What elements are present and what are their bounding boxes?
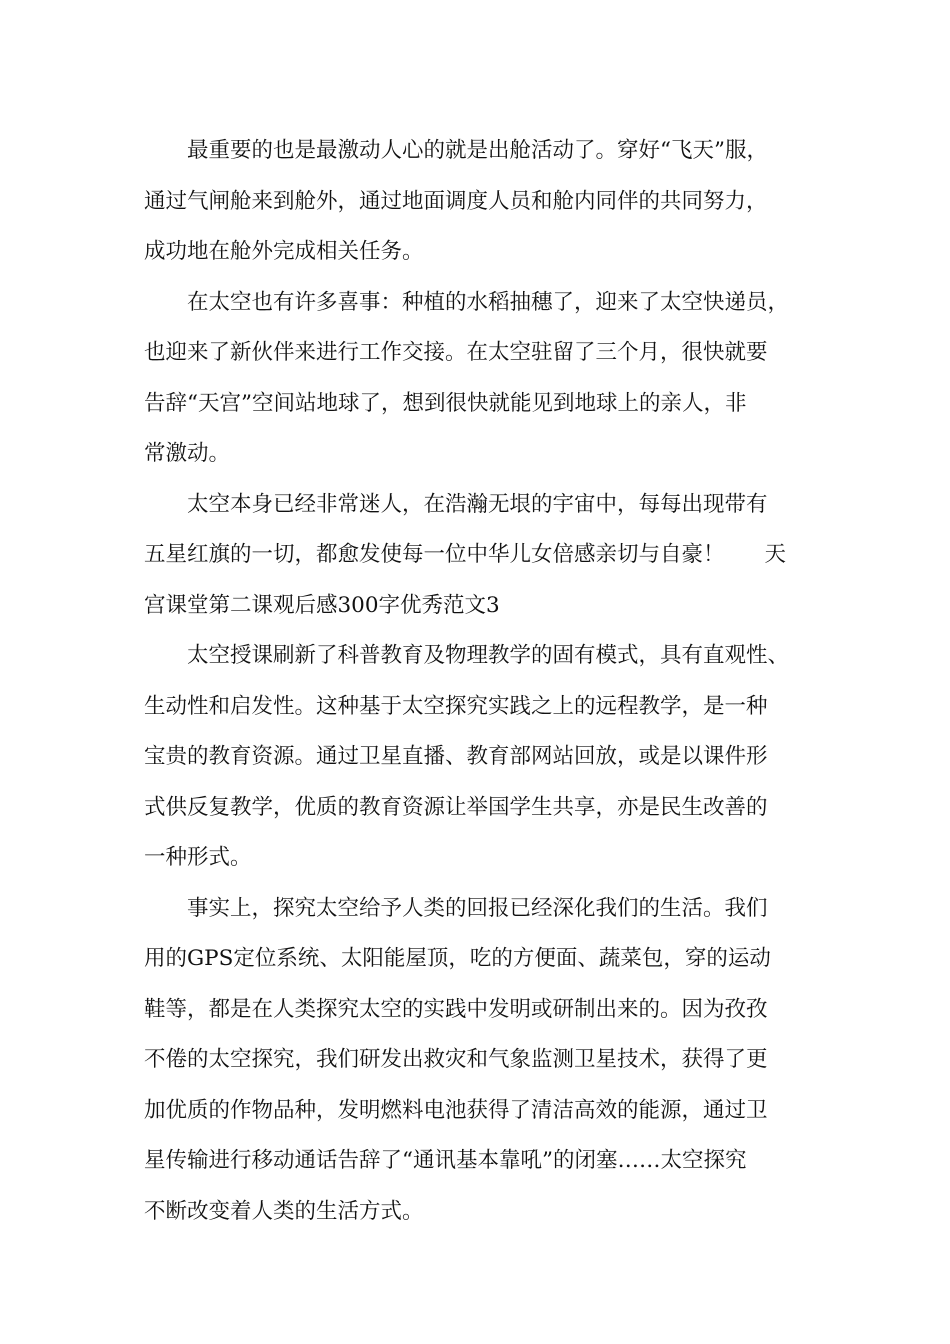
line-text: 事实上，探究太空给予人类的回报已经深化我们的生活。我们 <box>187 895 768 921</box>
line-text: 太空本身已经非常迷人，在浩瀚无垠的宇宙中，每每出现带有 <box>187 491 768 517</box>
text-line <box>144 1041 824 1092</box>
text-line <box>144 132 824 183</box>
line-text: 告辞“天宫”空间站地球了，想到很快就能见到地球上的亲人，非 <box>144 390 747 416</box>
text-line <box>144 738 824 789</box>
line-text: 也迎来了新伙伴来进行工作交接。在太空驻留了三个月，很快就要 <box>144 340 768 365</box>
line-text: 生动性和启发性。这种基于太空探究实践之上的远程教学，是一种 <box>144 693 768 719</box>
text-line <box>144 637 824 688</box>
text-line <box>144 587 824 638</box>
text-line <box>144 486 824 537</box>
text-line <box>144 1092 824 1143</box>
text-line <box>144 233 824 284</box>
text-line <box>144 890 824 941</box>
line-text: 一种形式。 <box>144 845 252 870</box>
line-text: 用的GPS定位系统、太阳能屋顶，吃的方便面、蔬菜包，穿的运动 <box>144 946 771 971</box>
line-text: 在太空也有许多喜事：种植的水稻抽穗了，迎来了太空快递员， <box>187 289 790 315</box>
text-line <box>144 334 824 385</box>
line-text: 最重要的也是最激动人心的就是出舱活动了。穿好“飞天”服， <box>187 138 768 163</box>
text-line <box>144 1142 824 1193</box>
text-line <box>144 435 824 486</box>
line-text: 星传输进行移动通话告辞了“通讯基本靠吼”的闭塞……太空探究 <box>144 1148 747 1173</box>
document-body <box>144 132 824 1243</box>
text-line <box>144 536 824 587</box>
line-text: 不倦的太空探究，我们研发出救灾和气象监测卫星技术，获得了更 <box>144 1047 768 1072</box>
line-text: 不断改变着人类的生活方式。 <box>144 1198 424 1224</box>
text-line <box>144 385 824 436</box>
line-text: 宝贵的教育资源。通过卫星直播、教育部网站回放，或是以课件形 <box>144 744 768 769</box>
line-text: 加优质的作物品种，发明燃料电池获得了清洁高效的能源，通过卫 <box>144 1097 768 1123</box>
text-line <box>144 688 824 739</box>
line-text: 鞋等，都是在人类探究太空的实践中发明或研制出来的。因为孜孜 <box>144 996 768 1022</box>
line-text: 成功地在舱外完成相关任务。 <box>144 239 424 264</box>
line-text: 五星红旗的一切，都愈发使每一位中华儿女倍感亲切与自豪！ <box>144 542 725 567</box>
line-text: 式供反复教学，优质的教育资源让举国学生共享，亦是民生改善的 <box>144 794 768 820</box>
line-text: 通过气闸舱来到舱外，通过地面调度人员和舱内同伴的共同努力， <box>144 188 768 214</box>
text-line <box>144 839 824 890</box>
text-line <box>144 789 824 840</box>
text-line <box>144 991 824 1042</box>
line-text: 常激动。 <box>144 441 231 466</box>
line-tail-text: 天 <box>764 542 787 567</box>
section-heading-text: 宫课堂第二课观后感300字优秀范文3 <box>144 592 500 618</box>
text-line <box>144 183 824 234</box>
text-line <box>144 284 824 335</box>
text-line <box>144 940 824 991</box>
line-text: 太空授课刷新了科普教育及物理教学的固有模式，具有直观性、 <box>187 643 790 668</box>
text-line <box>144 1193 824 1244</box>
